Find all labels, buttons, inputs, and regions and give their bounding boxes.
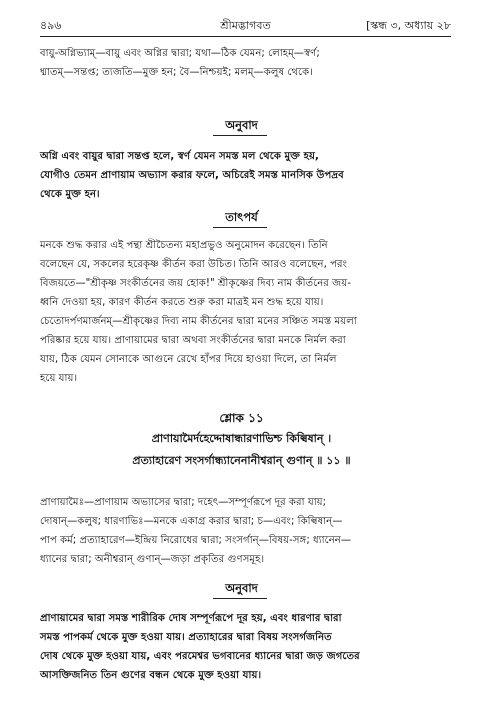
synonym-line: বায়ু-অগ্নিভ্যাম্—বায়ু এবং অগ্নির দ্বারা; যথা—ঠিক যেমন; লোহম্—স্বর্ণ; <box>40 48 320 59</box>
purport-line: বলেছেন যে, সকলের হরেকৃষ্ণ কীর্তন করা উচিত। তিনি আরও বলেছেন, পরং <box>40 259 347 270</box>
translation-line: যোগীও তেমন প্রাণায়াম অভ্যাস করার ফলে, অচিরেই সমস্ত মানসিক উপদ্রব <box>40 170 344 181</box>
purport-text <box>40 236 443 388</box>
verse-line: প্রত্যাহারেণ সংসর্গান্ধ্যানেনানীশ্বরান্ গুণান্ ॥ ১১ ॥ <box>132 454 351 467</box>
translation-heading: অনুবাদ <box>225 118 258 132</box>
page-header <box>40 16 451 37</box>
page-number: ৪৯৬ <box>40 19 62 32</box>
book-title: শ্রীমদ্ভাগবত <box>220 19 271 32</box>
purport-line: পরিষ্কার হয়ে যায়। প্রাণায়ামের দ্বারা অথবা সংকীর্তনের দ্বারা মনকে নির্মল করা <box>40 335 346 346</box>
purport-line: মনকে শুদ্ধ করার এই পন্থা শ্রীচৈতন্য মহাপ্রভুও অনুমোদন করেছেন। তিনি <box>40 240 328 251</box>
verse-heading: শ্লোক ১১ <box>219 411 264 425</box>
synonym-line: প্রাণায়ামৈঃ—প্রাণায়াম অভ্যাসের দ্বারা; দহেৎ—সম্পূর্ণরূপে দূর করা যায়; <box>40 497 327 508</box>
synonym-line: পাপ কর্ম; প্রত্যাহারেণ—ইন্দ্রিয় নিরোধের দ্বারা; সংসর্গান্—বিষয়-সঙ্গ; ধ্যানেন— <box>40 535 352 546</box>
heading-underline <box>213 135 267 136</box>
translation-text <box>40 147 443 204</box>
section-label: [স্কন্ধ ৩, অধ্যায় ২৮ <box>366 19 451 32</box>
heading-underline <box>213 227 267 228</box>
purport-line: চেতোদর্পণমার্জনম্—শ্রীকৃষ্ণের দিব্য নাম কীর্তনের দ্বারা মনের সঞ্চিত সমস্ত ময়লা <box>40 316 357 327</box>
translation-line: সমস্ত পাপকর্ম থেকে মুক্ত হওয়া যায়। প্রত্যাহারের দ্বারা বিষয় সংসর্গজনিত <box>40 632 332 643</box>
purport-line: ধ্বনি দেওয়া হয়, কারণ কীর্তন করতে শুরু করা মাত্রই মন শুদ্ধ হয়ে যায়। <box>40 297 324 308</box>
purport-line: হয়ে যায়। <box>40 373 78 384</box>
synonym-line: ধ্মাতম্—সন্তপ্ত; ত্যজতি—মুক্ত হন; বৈ—নিশ্চয়ই; মলম্—কলুষ থেকে। <box>40 67 313 78</box>
purport-line: বিজয়তে—"শ্রীকৃষ্ণ সংকীর্তনের জয় হোক!" শ্রীকৃষ্ণের দিব্য নাম কীর্তনের জয়- <box>40 278 351 289</box>
translation-line: থেকে মুক্ত হন। <box>40 189 100 200</box>
synonym-line: ধ্যানের দ্বারা; অনীশ্বরান্ গুণান্—জড়া প্রকৃতির গুণসমূহ। <box>40 554 265 565</box>
purport-heading: তাৎপর্য <box>225 210 258 224</box>
verse-text <box>40 428 443 472</box>
synonyms <box>40 493 443 569</box>
translation-line: প্রাণায়ামের দ্বারা সমস্ত শারীরিক দোষ সম্পূর্ণরূপে দূর হয়, এবং ধারণার দ্বারা <box>40 613 342 624</box>
translation2-heading: অনুবাদ <box>225 581 258 595</box>
translation-line: দোষ থেকে মুক্ত হওয়া যায়, এবং পরমেশ্বর ভগবানের ধ্যানের দ্বারা জড় জগতের <box>40 651 360 662</box>
synonym-line: দোষান্—কলুষ; ধারণাভিঃ—মনকে একাগ্র করার দ্বারা; চ—এবং; কিল্বিষান্— <box>40 516 343 527</box>
verse-line: প্রাণায়ামৈর্দহেদ্দোষান্ধারণাভিশ্চ কিল্বিষান্ । <box>151 432 332 445</box>
synonyms-top <box>40 44 443 82</box>
translation-line: আসক্তিজনিত তিন গুণের বন্ধন থেকে মুক্ত হওয়া যায়। <box>40 670 262 681</box>
translation-line: অগ্নি এবং বায়ুর দ্বারা সন্তপ্ত হলে, স্বর্ণ যেমন সমস্ত মল থেকে মুক্ত হয়, <box>40 151 319 162</box>
translation2-text <box>40 609 443 685</box>
purport-line: যায়, ঠিক যেমন সোনাকে আগুনে রেখে হাঁপর দিয়ে হাওয়া দিলে, তা নির্মল <box>40 354 337 365</box>
heading-underline <box>213 598 267 599</box>
